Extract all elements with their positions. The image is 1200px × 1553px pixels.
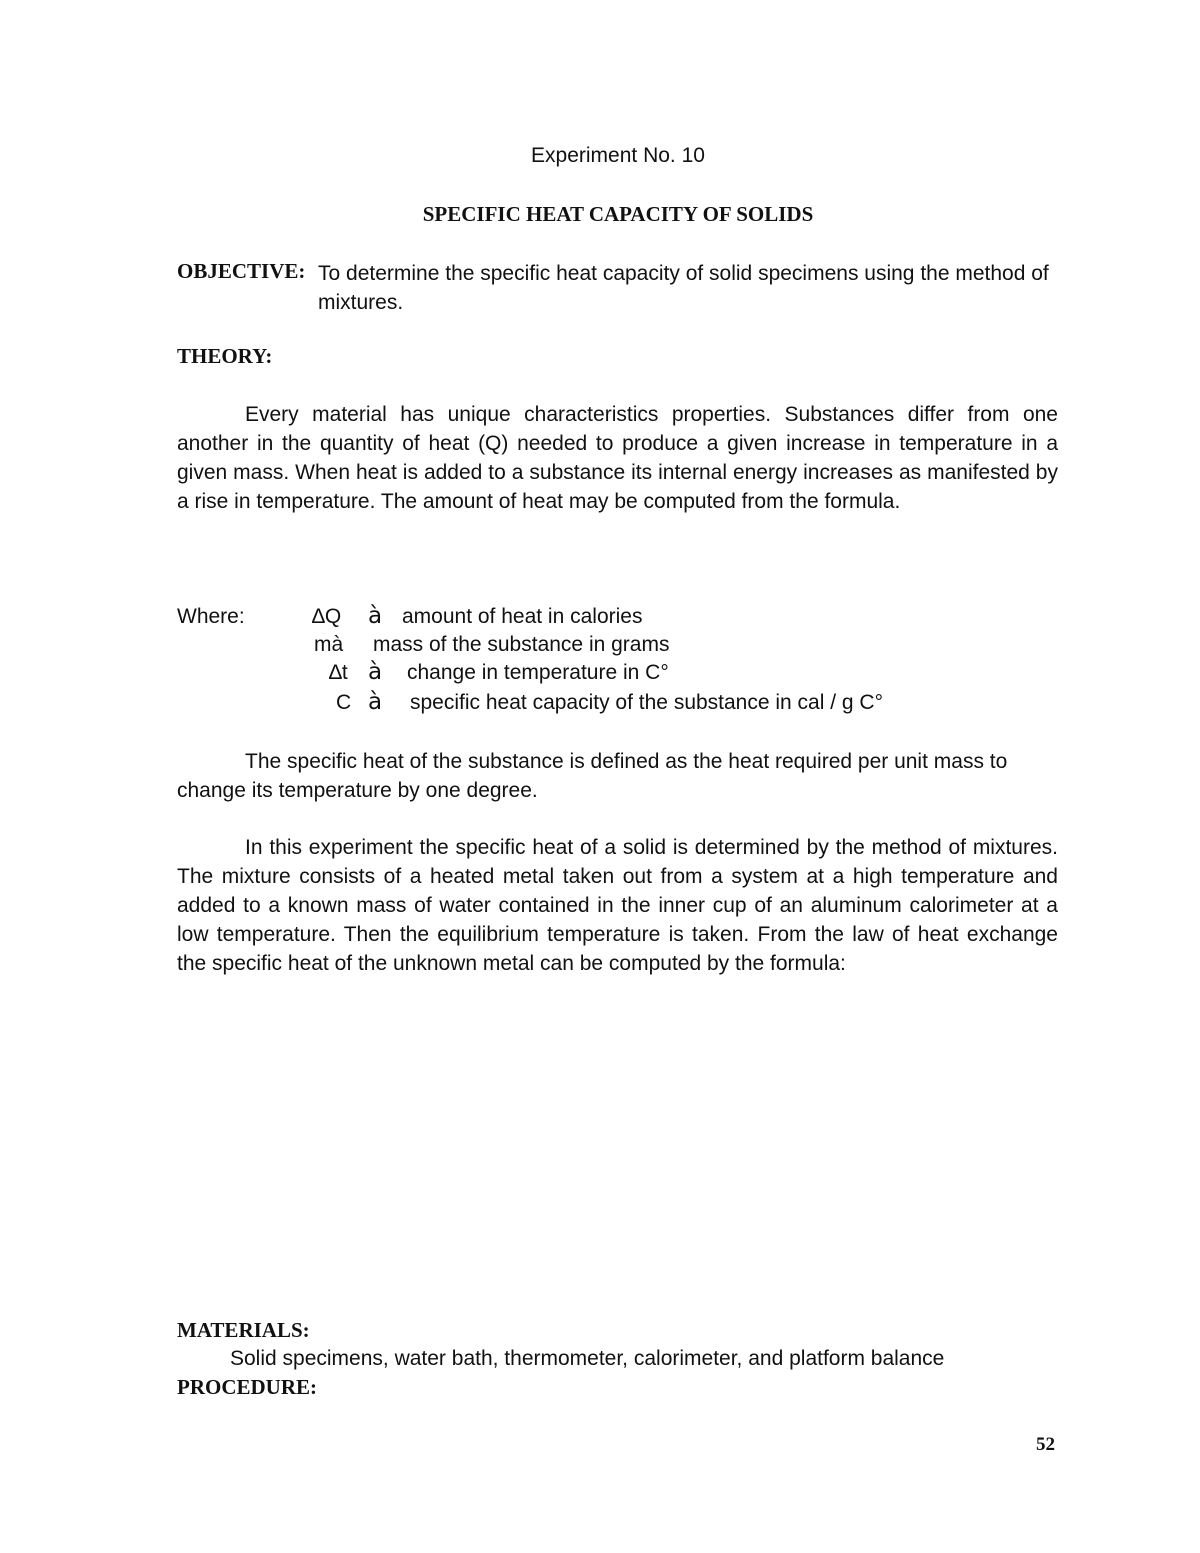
definition-symbol: ∆t [329,661,348,684]
theory-paragraph-1: Every material has unique characteristics properties. Substances differ from one another in the quantity of heat (Q) needed to produce a given increase in temperature in a given mass. When heat is added to a substance its internal energy increases as manifested by a rise in temperature. The amount of heat may be computed from the formula. [177,403,1058,513]
definition-symbol: mà [314,633,344,656]
theory-paragraph-3: In this experiment the specific heat of a solid is determined by the method of mixtures. The mixture consists of a heated metal taken out from a system at a high temperature and added to a known mass of water contained in the inner cup of an aluminum calorimeter at a low temperature. Then the equilibrium temperature is taken. From the law of heat exchange the specific heat of the unknown metal can be computed by the formula: [177,836,1058,975]
definition-arrow: à [368,603,383,629]
materials-label: MATERIALS: [177,1318,310,1342]
definition-arrow: à [368,689,383,715]
definition-meaning: change in temperature in C° [407,661,669,684]
definition-symbol: ∆Q [312,605,342,628]
definition-symbol: C [336,691,352,714]
definition-meaning: specific heat capacity of the substance in cal / g C° [410,691,883,714]
objective-label: OBJECTIVE: [177,259,306,283]
theory-paragraph-2: The specific heat of the substance is defined as the heat required per unit mass to change its temperature by one degree. [177,750,1008,802]
page-number: 52 [1036,1434,1055,1455]
materials-text: Solid specimens, water bath, thermometer, calorimeter, and platform balance [230,1347,945,1370]
procedure-label: PROCEDURE: [177,1375,317,1399]
theory-label: THEORY: [177,344,273,368]
experiment-number: Experiment No. 10 [531,144,705,167]
definition-meaning: mass of the substance in grams [373,633,670,656]
page-title: SPECIFIC HEAT CAPACITY OF SOLIDS [422,202,814,226]
definition-arrow: à [368,659,383,685]
definition-meaning: amount of heat in calories [402,605,643,628]
where-label: Where: [177,605,245,628]
objective-text: To determine the specific heat capacity of solid specimens using the method of mixtures. [318,262,1049,314]
